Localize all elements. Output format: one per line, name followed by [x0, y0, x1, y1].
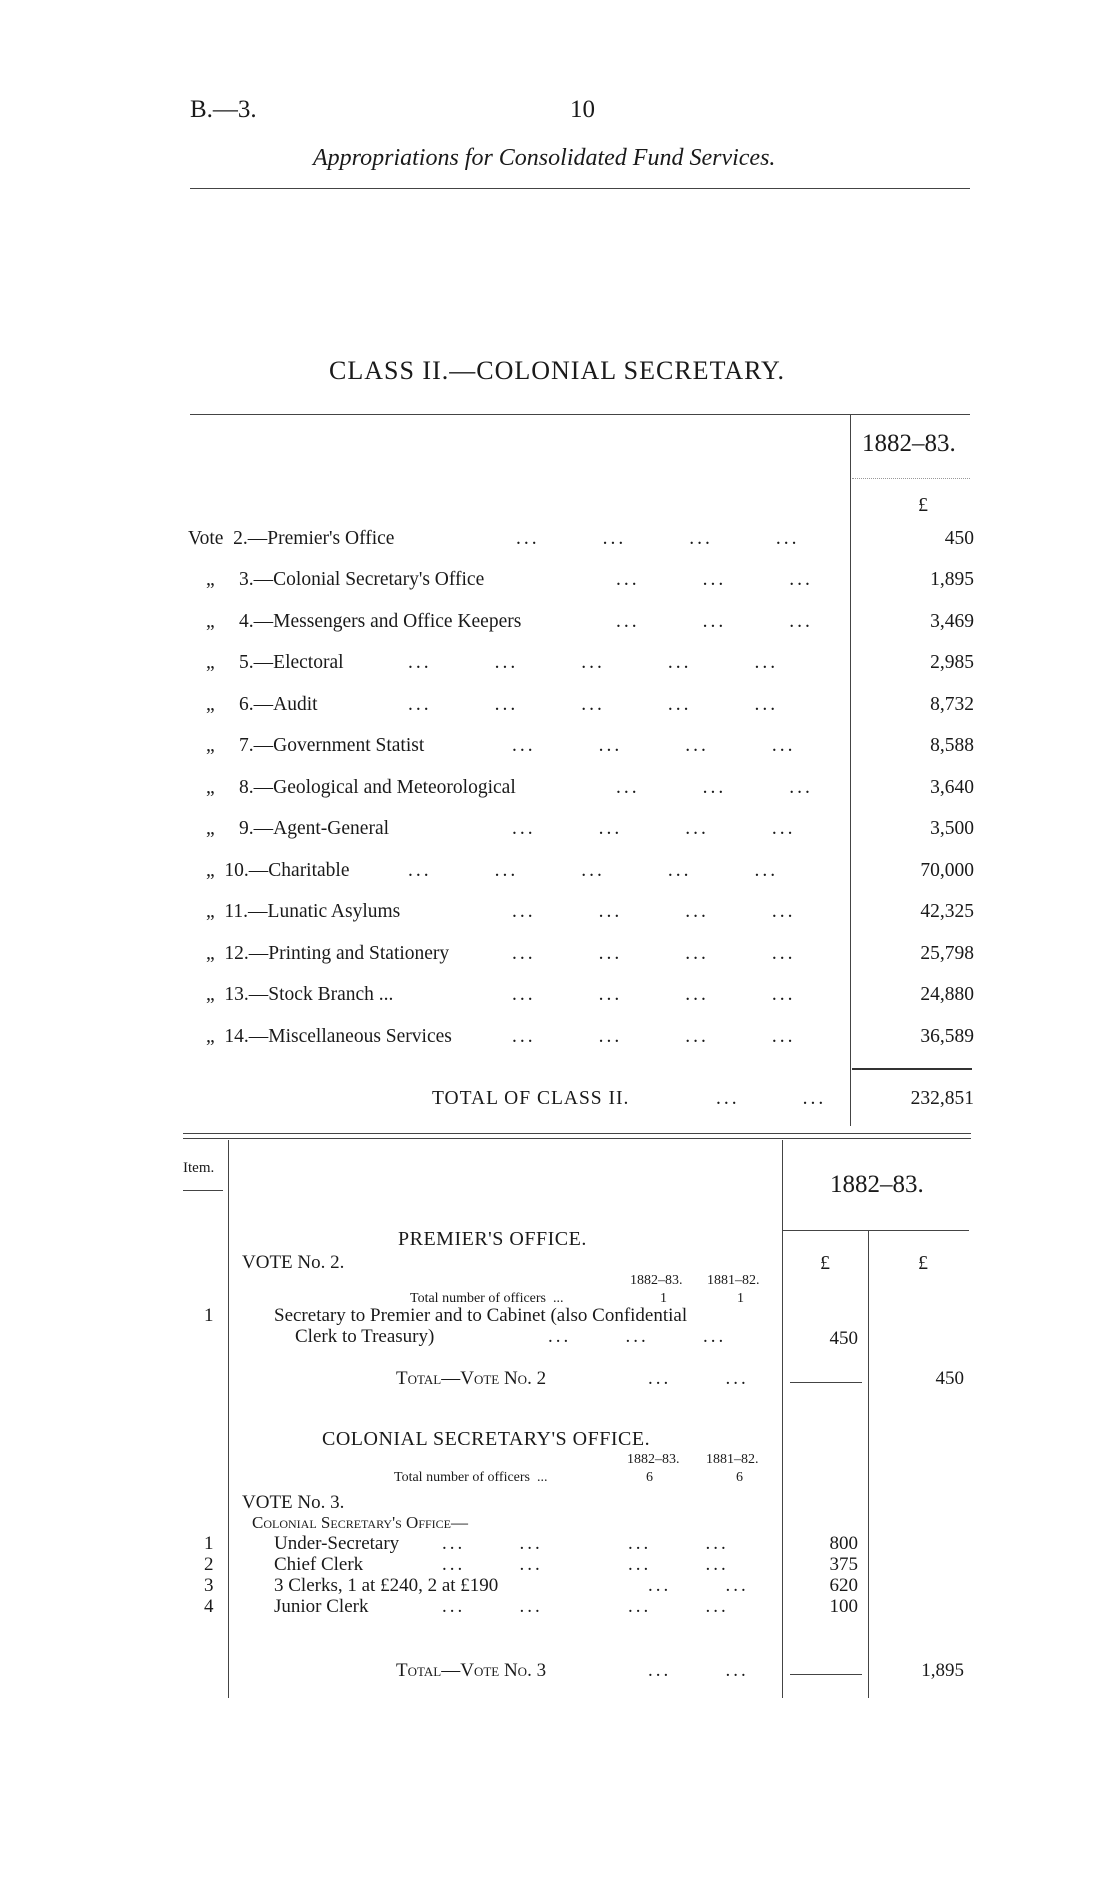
officers-year-a: 1882–83. — [630, 1273, 683, 1288]
page-subtitle: Appropriations for Consolidated Fund Services. — [313, 145, 776, 171]
item-number: 4 — [204, 1596, 214, 1617]
vote-label: 14.—Miscellaneous Services — [224, 1026, 452, 1047]
vote-row — [188, 611, 974, 645]
detail-year-header: 1882–83. — [830, 1171, 924, 1198]
vote-amount: 8,588 — [930, 735, 974, 756]
vote-prefix: „ — [206, 943, 215, 964]
vote-label: 12.—Printing and Stationery — [224, 943, 450, 964]
leader-dots: ... ... ... — [548, 1326, 727, 1347]
item-column-divider — [228, 1140, 229, 1698]
vote-row — [188, 860, 974, 894]
item-amount: 800 — [829, 1533, 858, 1554]
leader-dots: ... ... ... ... — [516, 528, 800, 549]
vote-label: 7.—Government Statist — [239, 735, 425, 756]
leader-dots: ... ... ... ... ... — [408, 652, 779, 673]
vote-label: 2.—Premier's Office — [233, 528, 395, 549]
vote-row — [188, 652, 974, 686]
vote-amount: 36,589 — [920, 1026, 974, 1047]
item-amount: 375 — [829, 1554, 858, 1575]
office-subhead: Colonial Secretary's Office— — [252, 1513, 469, 1532]
vote-amount: 24,880 — [920, 984, 974, 1005]
summary-column-divider — [850, 414, 851, 1126]
vote-label: 6.—Audit — [239, 694, 318, 715]
leader-dots: ... ... ... ... — [512, 1026, 796, 1047]
vote-label: 13.—Stock Branch ... — [224, 984, 394, 1005]
vote-amount: 42,325 — [920, 901, 974, 922]
currency-col1: £ — [820, 1252, 830, 1274]
vote-amount: 450 — [944, 528, 974, 549]
vote-label: 3.—Colonial Secretary's Office — [239, 569, 485, 590]
leader-dots: ... ... — [648, 1575, 749, 1596]
item-number: 1 — [204, 1533, 214, 1554]
premier-office-title: PREMIER'S OFFICE. — [398, 1228, 587, 1250]
leader-dots: ... ... ... ... — [512, 818, 796, 839]
class-total-value: 232,851 — [910, 1088, 974, 1109]
vote-row — [188, 777, 974, 811]
vote-row — [188, 528, 974, 562]
item-description: Secretary to Premier and to Cabinet (also Confidential — [274, 1305, 688, 1326]
item-column-header: Item. — [183, 1160, 215, 1176]
vote-amount: 3,640 — [930, 777, 974, 798]
vote-prefix: „ — [206, 569, 215, 590]
officers-year-b: 1881–82. — [706, 1452, 759, 1467]
vote-row — [188, 901, 974, 935]
vote-amount: 1,895 — [930, 569, 974, 590]
vote-label: 11.—Lunatic Asylums — [224, 901, 401, 922]
leader-dots: ... ... ... ... ... — [408, 860, 779, 881]
leader-dots: ... ... ... ... — [512, 735, 796, 756]
year-underline — [852, 478, 970, 479]
vote-prefix: Vote — [188, 528, 224, 549]
item-description: Chief Clerk — [274, 1554, 364, 1575]
class-title: CLASS II.—COLONIAL SECRETARY. — [329, 356, 785, 385]
currency-col2: £ — [918, 1252, 928, 1274]
vote-prefix: „ — [206, 1026, 215, 1047]
vote-total-label: Total—Vote No. 3 — [396, 1660, 547, 1681]
vote-amount: 70,000 — [920, 860, 974, 881]
vote-prefix: „ — [206, 694, 215, 715]
header-rule — [190, 188, 970, 189]
item-amount: 450 — [829, 1328, 858, 1349]
leader-dots: ... ... ... — [616, 777, 813, 798]
page-number: 10 — [570, 96, 595, 123]
colonial-office-title: COLONIAL SECRETARY'S OFFICE. — [322, 1428, 651, 1450]
vote-label: 10.—Charitable — [224, 860, 350, 881]
detail-top-rule-2 — [183, 1138, 971, 1139]
officers-label: Total number of officers ... — [394, 1470, 548, 1485]
vote-label: 4.—Messengers and Office Keepers — [239, 611, 522, 632]
vote-amount: 3,500 — [930, 818, 974, 839]
officers-year-b: 1881–82. — [707, 1273, 760, 1288]
amount-column-divider — [782, 1140, 783, 1698]
vote-prefix: „ — [206, 901, 215, 922]
leader-dots: ... ... ... — [616, 569, 813, 590]
vote-amount: 3,469 — [930, 611, 974, 632]
leader-dots: ... ... — [648, 1368, 749, 1389]
vote-total-value: 450 — [935, 1368, 964, 1389]
vote-prefix: „ — [206, 818, 215, 839]
vote-prefix: „ — [206, 611, 215, 632]
item-description-cont: Clerk to Treasury) — [295, 1326, 435, 1347]
vote-total-value: 1,895 — [921, 1660, 964, 1681]
vote-label: 5.—Electoral — [239, 652, 344, 673]
officers-label: Total number of officers ... — [410, 1291, 564, 1306]
officers-count-a: 6 — [646, 1470, 653, 1485]
item-description: Under-Secretary — [274, 1533, 400, 1554]
vote-total-label: Total—Vote No. 2 — [396, 1368, 547, 1389]
vote-row — [188, 694, 974, 728]
officers-year-a: 1882–83. — [627, 1452, 680, 1467]
vote-row — [188, 943, 974, 977]
vote-prefix: „ — [206, 984, 215, 1005]
leader-dots: ... ... ... ... — [442, 1596, 729, 1617]
leader-dots: ... ... ... ... — [512, 901, 796, 922]
vote-row — [188, 735, 974, 769]
leader-dots: ... ... ... ... — [442, 1533, 729, 1554]
item-header-rule — [183, 1190, 223, 1191]
summary-year-header: 1882–83. — [862, 430, 956, 457]
amount-subcolumn-divider — [868, 1230, 869, 1698]
item-description: 3 Clerks, 1 at £240, 2 at £190 — [274, 1575, 499, 1596]
item-description: Junior Clerk — [274, 1596, 369, 1617]
vote-label: 9.—Agent-General — [239, 818, 390, 839]
officers-count-b: 1 — [737, 1291, 744, 1306]
item-number: 3 — [204, 1575, 214, 1596]
vote-row — [188, 984, 974, 1018]
officers-count-b: 6 — [736, 1470, 743, 1485]
vote-prefix: „ — [206, 777, 215, 798]
summary-top-rule — [190, 414, 970, 415]
class-total-label: TOTAL OF CLASS II. — [432, 1088, 630, 1109]
detail-top-rule — [183, 1133, 971, 1134]
leader-dots: ... ... ... ... — [512, 943, 796, 964]
vote-number: VOTE No. 3. — [242, 1492, 345, 1513]
leader-dots: ... ... — [716, 1088, 827, 1109]
vote-amount: 2,985 — [930, 652, 974, 673]
vote-amount: 8,732 — [930, 694, 974, 715]
item-amount: 100 — [829, 1596, 858, 1617]
leader-dots: ... ... — [648, 1660, 749, 1681]
leader-dots: ... ... ... ... — [442, 1554, 729, 1575]
year-header-rule — [783, 1230, 969, 1231]
vote-prefix: „ — [206, 860, 215, 881]
summary-currency: £ — [918, 494, 928, 516]
total-rule — [852, 1068, 972, 1070]
vote-prefix: „ — [206, 652, 215, 673]
leader-dots: ... ... ... — [616, 611, 813, 632]
officers-count-a: 1 — [660, 1291, 667, 1306]
vote-amount: 25,798 — [920, 943, 974, 964]
vote-label: 8.—Geological and Meteorological — [239, 777, 516, 798]
item-amount: 620 — [829, 1575, 858, 1596]
leader-dots: ... ... ... ... ... — [408, 694, 779, 715]
subtotal-rule — [790, 1674, 862, 1675]
vote-row — [188, 569, 974, 603]
item-number: 1 — [204, 1305, 214, 1326]
item-number: 2 — [204, 1554, 214, 1575]
vote-row — [188, 1026, 974, 1060]
subtotal-rule — [790, 1382, 862, 1383]
leader-dots: ... ... ... ... — [512, 984, 796, 1005]
vote-row — [188, 818, 974, 852]
vote-prefix: „ — [206, 735, 215, 756]
document-reference: B.—3. — [190, 96, 257, 123]
vote-number: VOTE No. 2. — [242, 1252, 345, 1273]
